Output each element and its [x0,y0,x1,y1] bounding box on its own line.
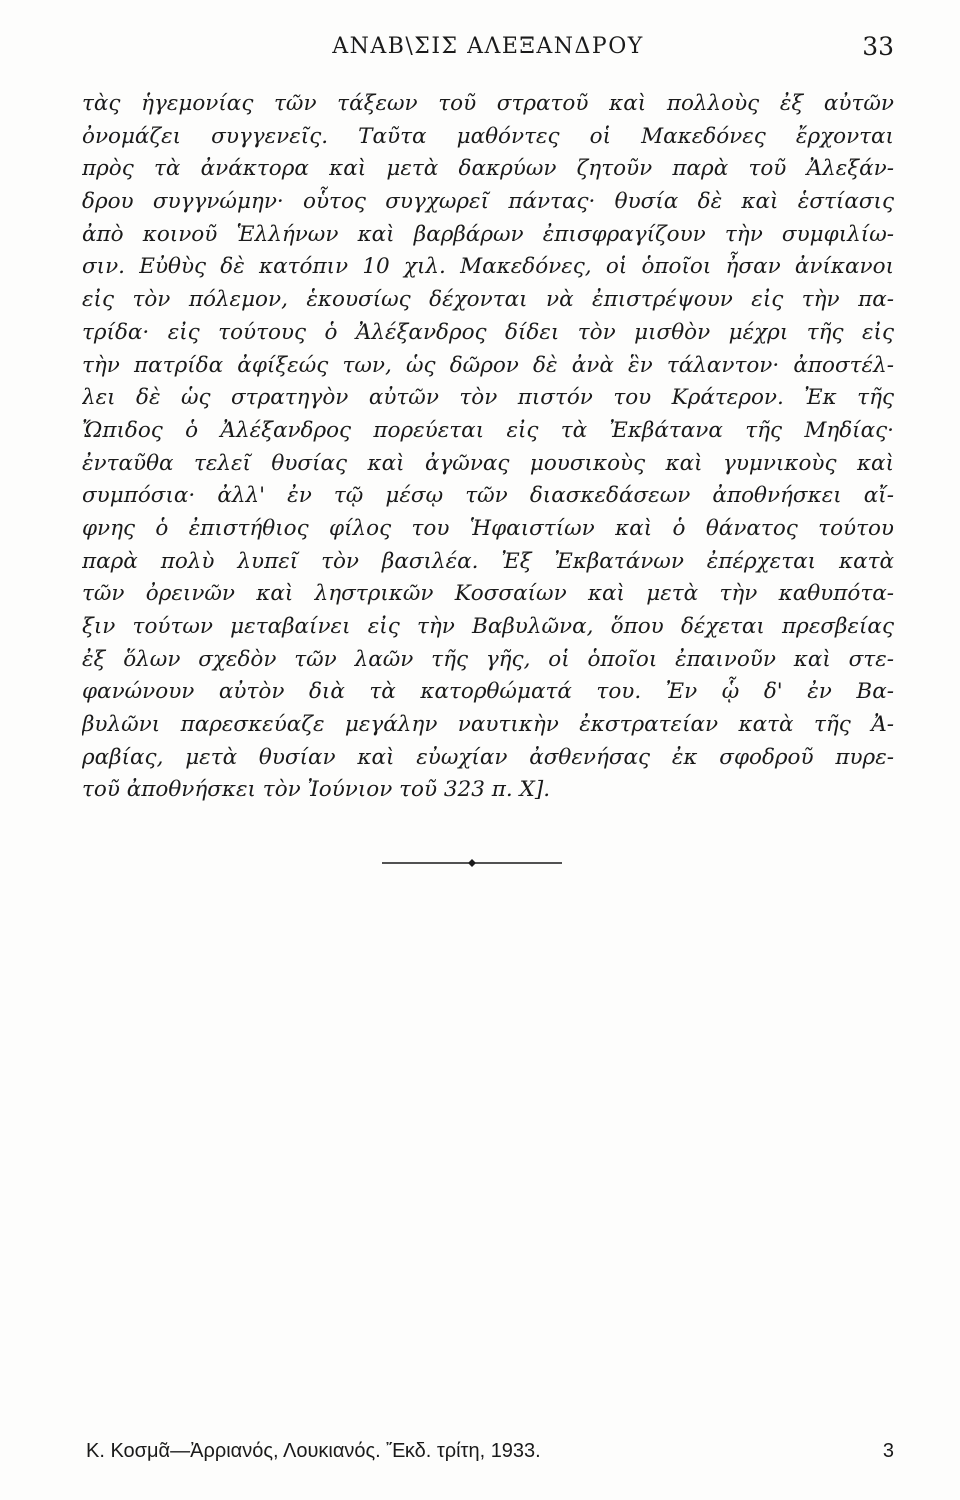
text-line: τρίδα· εἰς τούτους ὁ Ἀλέξανδρος δίδει τὸν μισθὸν μέχρι τῆς εἰς [82,319,894,345]
text-line: ἀπὸ κοινοῦ Ἑλλήνων καὶ βαρβάρων ἐπισφραγίζουν τὴν συμφιλίω- [82,221,894,247]
text-line: τῶν ὀρεινῶν καὶ ληστρικῶν Κοσσαίων καὶ μετὰ τὴν καθυπότα- [82,581,894,607]
text-line: πρὸς τὰ ἀνάκτορα καὶ μετὰ δακρύων ζητοῦν παρὰ τοῦ Ἀλεξάν- [82,156,894,182]
text-line: δρου συγγνώμην· οὗτος συγχωρεῖ πάντας· θυσία δὲ καὶ ἑστίασις [82,189,894,215]
text-line: συμπόσια· ἀλλ' ἐν τῷ μέσῳ τῶν διασκεδάσεων ἀποθνήσκει αἴ- [82,483,894,509]
page-number: 33 [862,32,894,61]
page-footer [86,1440,894,1470]
text-line: φανώνουν αὐτὸν διὰ τὰ κατορθώματά του. Ἐν ᾧ δ' ἐν Βα- [82,679,894,705]
text-line: ξιν τούτων μεταβαίνει εἰς τὴν Βαβυλῶνα, ὅπου δέχεται πρεσβείας [82,614,894,639]
running-head [82,28,894,68]
signature-mark: 3 [882,1440,894,1462]
text-line: τὴν πατρίδα ἀφίξεώς των, ὡς δῶρον δὲ ἀνὰ ἓν τάλαντον· ἀποστέλ- [82,352,894,378]
text-line: ἐξ ὅλων σχεδὸν τῶν λαῶν τῆς γῆς, οἱ ὁποῖοι ἐπαινοῦν καὶ στε- [82,646,894,672]
running-title: ΑΝΑΒ\ΣΙΣ ΑΛΕΞΑΝΔΡΟΥ [332,34,644,59]
text-line: παρὰ πολὺ λυπεῖ τὸν βασιλέα. Ἐξ Ἐκβατάνων ἐπέρχεται κατὰ [82,548,894,574]
text-line: ἐνταῦθα τελεῖ θυσίας καὶ ἀγῶνας μουσικοὺς καὶ γυμνικοὺς καὶ [82,450,894,476]
text-line: τὰς ἡγεμονίας τῶν τάξεων τοῦ στρατοῦ καὶ πολλοὺς ἐξ αὐτῶν [82,91,894,116]
text-line: φνης ὁ ἐπιστήθιος φίλος του Ἡφαιστίων καὶ ὁ θάνατος τούτου [82,515,894,541]
text-line: Ὤπιδος ὁ Ἀλέξανδρος πορεύεται εἰς τὰ Ἐκβάτανα τῆς Μηδίας· [82,417,894,443]
text-line: ὀνομάζει συγγενεῖς. Ταῦτα μαθόντες οἱ Μακεδόνες ἔρχονται [82,123,894,149]
text-line: βυλῶνι παρεσκεύαζε μεγάλην ναυτικὴν ἐκστρατείαν κατὰ τῆς Ἀ- [82,712,894,738]
body-text [82,88,894,807]
text-line: τοῦ ἀποθνήσκει τὸν Ἰούνιον τοῦ 323 π. Χ]. [82,777,551,803]
text-line: σιν. Εὐθὺς δὲ κατόπιν 10 χιλ. Μακεδόνες, οἱ ὁποῖοι ἦσαν ἀνίκανοι [82,254,894,280]
text-line: λει δὲ ὡς στρατηγὸν αὐτῶν τὸν πιστόν του Κράτερον. Ἐκ τῆς [82,385,894,411]
text-line: ραβίας, μετὰ θυσίαν καὶ εὐωχίαν ἀσθενήσας ἐκ σφοδροῦ πυρε- [82,744,894,770]
section-divider-ornament [382,856,562,870]
footer-credit: Κ. Κοσμᾶ—Ἀρριανός, Λουκιανός. Ἔκδ. τρίτη, 1933. [86,1440,541,1462]
text-line: εἰς τὸν πόλεμον, ἑκουσίως δέχονται νὰ ἐπιστρέψουν εἰς τὴν πα- [82,287,894,313]
